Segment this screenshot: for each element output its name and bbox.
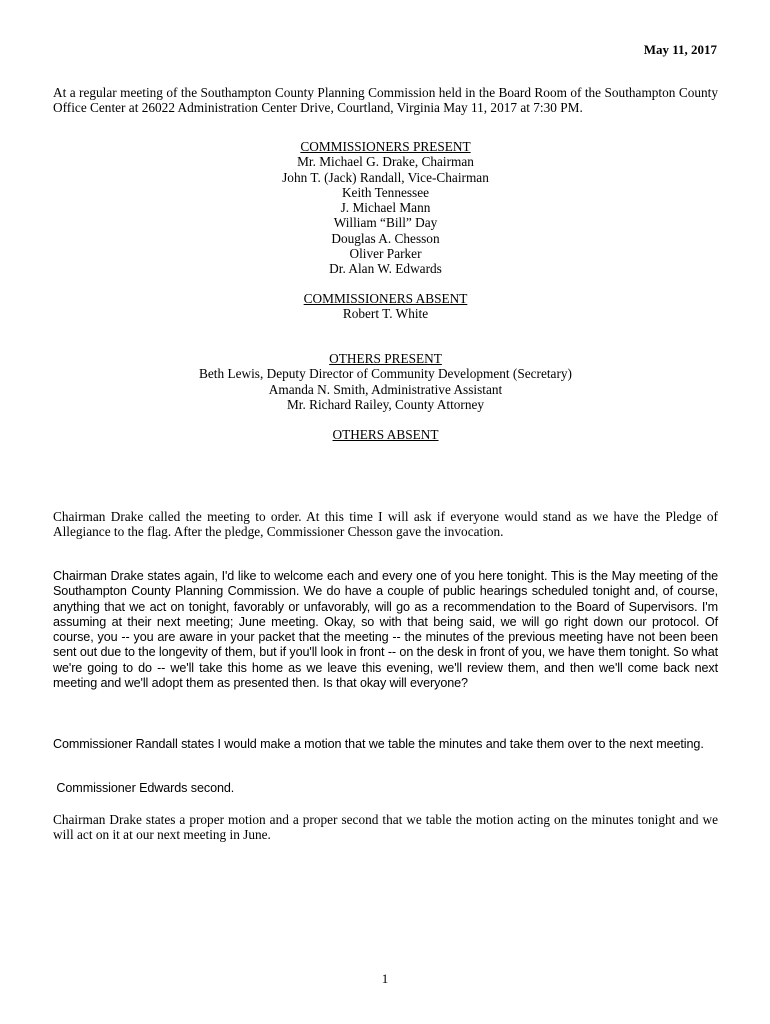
- others-absent-heading: OTHERS ABSENT: [332, 427, 439, 442]
- commissioner-present-name: William “Bill” Day: [333, 215, 438, 231]
- others-present-section: [53, 351, 718, 412]
- motion-paragraph: Commissioner Randall states I would make a motion that we table the minutes and take them over to the next meeting.: [53, 737, 704, 751]
- intro-paragraph: At a regular meeting of the Southampton County Planning Commission held in the Board Room of the Southampton County Office Center at 26022 Administration Center Drive, Courtland, Virginia May 11, 2017 at 7:30 PM.: [53, 85, 718, 116]
- others-present-heading: OTHERS PRESENT: [329, 351, 442, 366]
- others-present-name: Amanda N. Smith, Administrative Assistant: [268, 381, 503, 397]
- others-present-name: Mr. Richard Railey, County Attorney: [286, 396, 485, 412]
- commissioner-present-name: Keith Tennessee: [341, 184, 430, 200]
- table-motion-paragraph: Chairman Drake states a proper motion and a proper second that we table the motion acting on the minutes tonight and we will act on it at our next meeting in June.: [53, 812, 718, 843]
- call-to-order-paragraph: Chairman Drake called the meeting to order. At this time I will ask if everyone would stand as we have the Pledge of Allegiance to the flag. After the pledge, Commissioner Chesson gave the invocation.: [53, 509, 718, 540]
- commissioners-present-section: [53, 139, 718, 277]
- commissioner-present-name: Dr. Alan W. Edwards: [329, 261, 442, 277]
- commissioners-absent-heading: COMMISSIONERS ABSENT: [303, 291, 468, 306]
- others-absent-section: [53, 427, 718, 442]
- commissioners-present-heading: COMMISSIONERS PRESENT: [300, 139, 471, 154]
- commissioner-present-name: Douglas A. Chesson: [331, 230, 440, 246]
- second-paragraph: Commissioner Edwards second.: [53, 781, 235, 795]
- welcome-paragraph: Chairman Drake states again, I'd like to welcome each and every one of you here tonight. This is the May meeting of the Southampton County Planning Commission. We do have a couple of public hearings scheduled tonight and, of course, anything that we act on tonight, favorably or unfavorably, will go as a recommendation to the Board of Supervisors. I'm assuming at their next meeting; June meeting. Okay, so with that being said, we will go right down our protocol. Of course, you -- you are aware in your packet that the meeting -- the minutes of the previous meeting have not been been sent out due to the longevity of them, but if you'll look in front -- on the desk in front of you, we have them tonight. So what we're going to do -- we'll take this home as we leave this evening, we'll review them, and then we'll come back next meeting and we'll adopt them as presented then. Is that okay will everyone?: [53, 569, 718, 691]
- meeting-date: May 11, 2017: [643, 42, 717, 57]
- commissioner-present-name: J. Michael Mann: [340, 200, 431, 216]
- page-number: 1: [381, 971, 389, 986]
- commissioners-absent-section: [53, 291, 718, 322]
- commissioner-present-name: Oliver Parker: [349, 246, 422, 262]
- commissioner-present-name: Mr. Michael G. Drake, Chairman: [297, 154, 474, 170]
- commissioner-present-name: John T. (Jack) Randall, Vice-Chairman: [282, 169, 489, 185]
- commissioner-absent-name: Robert T. White: [342, 306, 429, 322]
- others-present-name: Beth Lewis, Deputy Director of Community Development (Secretary): [199, 366, 572, 382]
